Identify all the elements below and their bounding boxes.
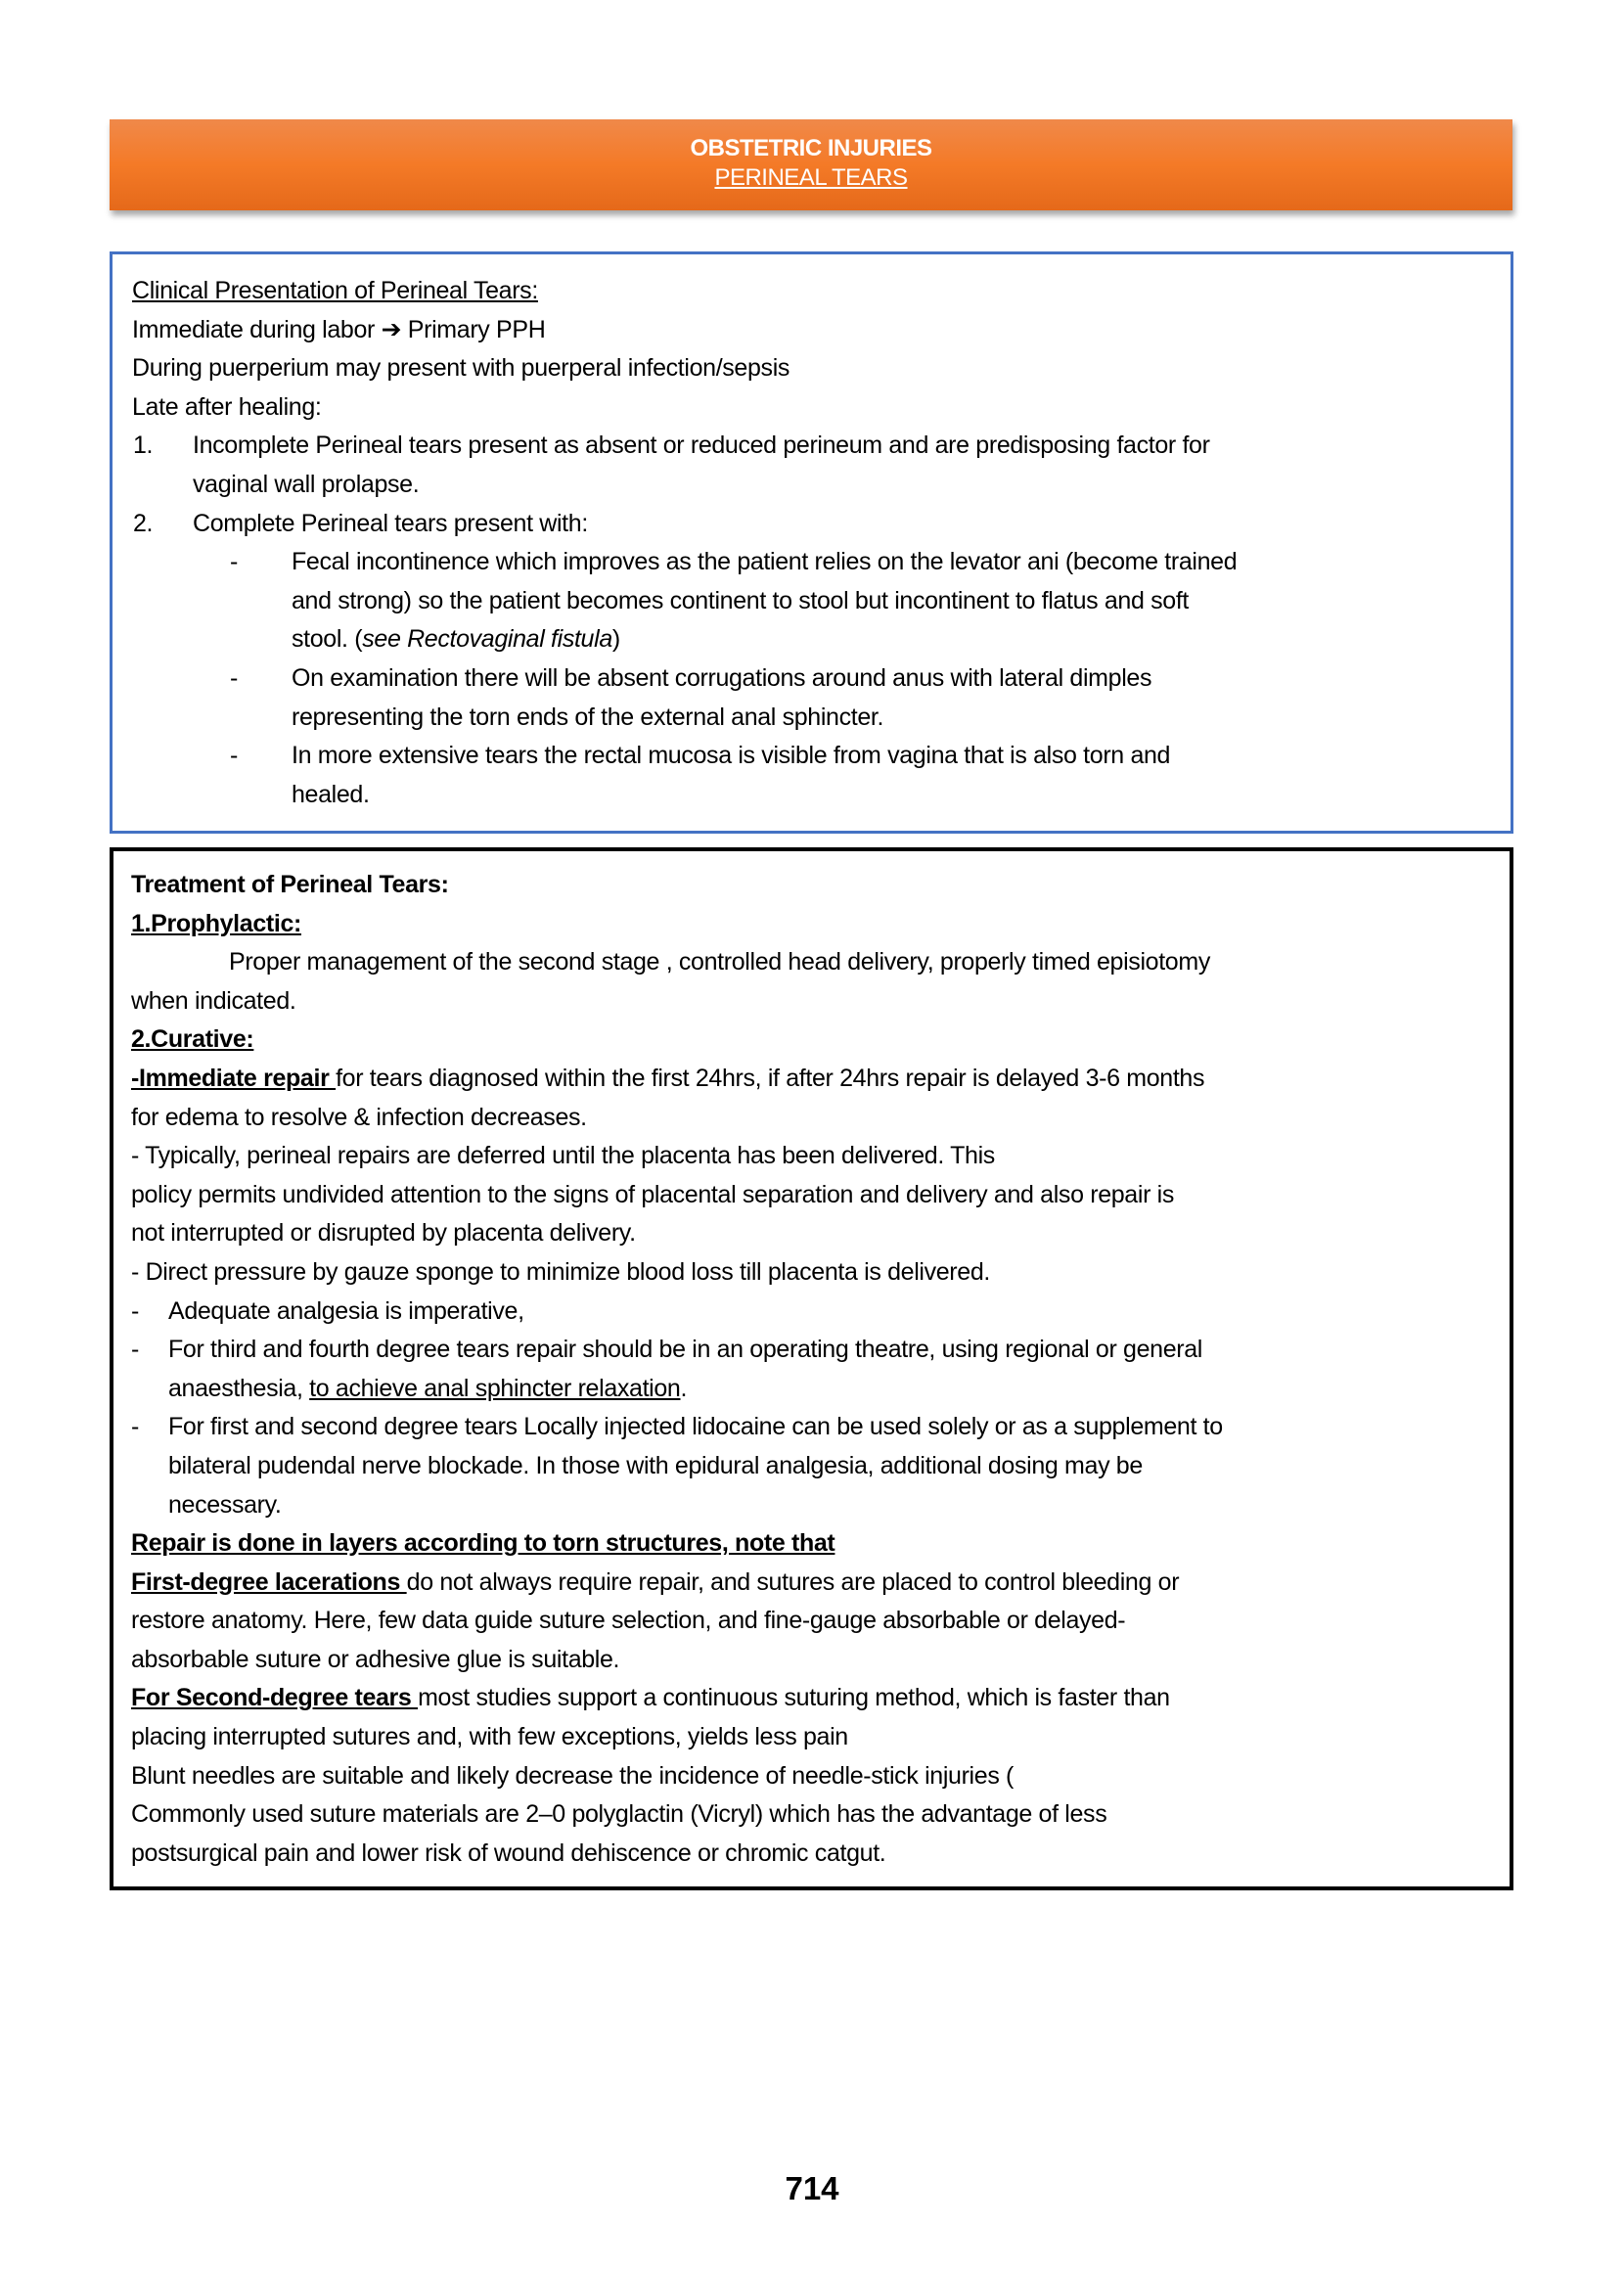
curative-label: 2.Curative: xyxy=(131,1025,254,1054)
item-text: For third and fourth degree tears repair should be in an operating theatre, using regional or general xyxy=(168,1336,1203,1364)
sub-item-fecal-cont2 xyxy=(132,620,1511,659)
list-item-1-cont: vaginal wall prolapse. xyxy=(193,470,420,498)
item-text: For first and second degree tears Locally injected lidocaine can be used solely or as a supplement to xyxy=(168,1413,1223,1441)
suture-line-1: Commonly used suture materials are 2–0 polyglactin (Vicryl) which has the advantage of less xyxy=(131,1800,1107,1829)
layers-heading: Repair is done in layers according to torn structures, note that xyxy=(131,1529,835,1558)
text: . xyxy=(680,1374,688,1402)
list-item-text: Complete Perineal tears present with: xyxy=(193,509,588,537)
text: most studies support a continuous suturing method, which is faster than xyxy=(418,1684,1170,1712)
treatment-box xyxy=(110,847,1513,1890)
direct-pressure-line: - Direct pressure by gauze sponge to minimize blood loss till placenta is delivered. xyxy=(131,1257,990,1286)
immediate-repair-label: -Immediate repair xyxy=(131,1064,337,1092)
second-degree-cont: placing interrupted sutures and, with few exceptions, yields less pain xyxy=(131,1723,848,1751)
immediate-repair-line xyxy=(131,1060,1510,1099)
item-text: Adequate analgesia is imperative, xyxy=(168,1296,524,1325)
text: stool. ( xyxy=(292,625,363,654)
list-item-2 xyxy=(132,505,1511,544)
immediate-suffix: Primary PPH xyxy=(401,315,546,343)
list-number: 1. xyxy=(133,431,154,460)
sub-item-fecal xyxy=(132,543,1511,582)
text: do not always require repair, and sutures are placed to control bleeding or xyxy=(406,1567,1180,1596)
sub-item-text: On examination there will be absent corrugations around anus with lateral dimples xyxy=(292,663,1152,692)
list-number: 2. xyxy=(133,509,154,537)
dash-bullet: - xyxy=(131,1336,139,1364)
first-second-degree-cont: bilateral pudendal nerve blockade. In those with epidural analgesia, additional dosing may be xyxy=(168,1451,1143,1479)
first-second-degree-item xyxy=(131,1408,1510,1447)
arrow-right-icon: ➔ xyxy=(381,315,402,343)
section-header-banner xyxy=(110,119,1512,210)
sub-item-fecal-cont: and strong) so the patient becomes continent to stool but incontinent to flatus and soft xyxy=(292,586,1190,614)
immediate-repair-cont: for edema to resolve & infection decreases. xyxy=(131,1103,587,1131)
list-item-text: Incomplete Perineal tears present as absent or reduced perineum and are predisposing factor for xyxy=(193,431,1210,460)
typically-line-3: not interrupted or disrupted by placenta delivery. xyxy=(131,1219,636,1248)
third-fourth-degree-item xyxy=(131,1331,1510,1370)
suture-line-2: postsurgical pain and lower risk of wound dehiscence or chromic catgut. xyxy=(131,1839,886,1867)
first-degree-cont-1: restore anatomy. Here, few data guide suture selection, and fine-gauge absorbable or delayed- xyxy=(131,1607,1126,1635)
text: for tears diagnosed within the first 24hrs, if after 24hrs repair is delayed 3-6 months xyxy=(336,1064,1205,1092)
sub-item-extensive-cont: healed. xyxy=(292,780,370,808)
text: anaesthesia, xyxy=(168,1374,310,1402)
prophylactic-label: 1.Prophylactic: xyxy=(131,909,301,937)
typically-line-2: policy permits undivided attention to the signs of placental separation and delivery and also repair is xyxy=(131,1180,1174,1208)
chapter-title: OBSTETRIC INJURIES xyxy=(690,135,932,161)
first-second-degree-cont2: necessary. xyxy=(168,1490,282,1519)
section-title: PERINEAL TEARS xyxy=(714,164,908,191)
typically-line-1: - Typically, perineal repairs are deferred until the placenta has been delivered. This xyxy=(131,1142,995,1170)
first-degree-cont-2: absorbable suture or adhesive glue is suitable. xyxy=(131,1645,620,1673)
prophylactic-text: Proper management of the second stage , controlled head delivery, properly timed episiotomy xyxy=(229,948,1210,976)
prophylactic-text-cont: when indicated. xyxy=(131,986,296,1015)
clinical-heading: Clinical Presentation of Perineal Tears: xyxy=(132,277,538,304)
blunt-needles-line: Blunt needles are suitable and likely decrease the incidence of needle-stick injuries ( xyxy=(131,1761,1015,1790)
underlined-emphasis: to achieve anal sphincter relaxation xyxy=(309,1374,681,1402)
list-item-1 xyxy=(132,427,1511,466)
first-degree-label: First-degree lacerations xyxy=(131,1567,407,1596)
sub-item-examination xyxy=(132,659,1511,699)
sub-item-examination-cont: representing the torn ends of the external anal sphincter. xyxy=(292,703,884,731)
clinical-presentation-box xyxy=(110,251,1513,834)
late-label: Late after healing: xyxy=(132,392,322,421)
dash-bullet: - xyxy=(131,1413,139,1441)
second-degree-label: For Second-degree tears xyxy=(131,1684,419,1712)
puerperium-line: During puerperium may present with puerperal infection/sepsis xyxy=(132,354,790,383)
immediate-prefix: Immediate during labor xyxy=(132,315,382,343)
sub-item-text: In more extensive tears the rectal mucosa is visible from vagina that is also torn and xyxy=(292,742,1171,770)
dash-bullet: - xyxy=(131,1296,139,1325)
second-degree-line xyxy=(131,1679,1510,1718)
first-degree-line xyxy=(131,1564,1510,1603)
cross-reference: see Rectovaginal fistula xyxy=(362,625,612,654)
immediate-line xyxy=(132,311,1511,350)
dash-bullet: - xyxy=(230,663,238,692)
text: ) xyxy=(611,625,620,654)
third-fourth-degree-cont xyxy=(131,1370,1510,1409)
dash-bullet: - xyxy=(230,548,238,576)
page-number: 714 xyxy=(785,2170,839,2206)
sub-item-extensive xyxy=(132,737,1511,776)
treatment-heading: Treatment of Perineal Tears: xyxy=(131,871,449,898)
sub-item-text: Fecal incontinence which improves as the patient relies on the levator ani (become trained xyxy=(292,548,1238,576)
dash-bullet: - xyxy=(230,742,238,770)
analgesia-item xyxy=(131,1293,1510,1332)
